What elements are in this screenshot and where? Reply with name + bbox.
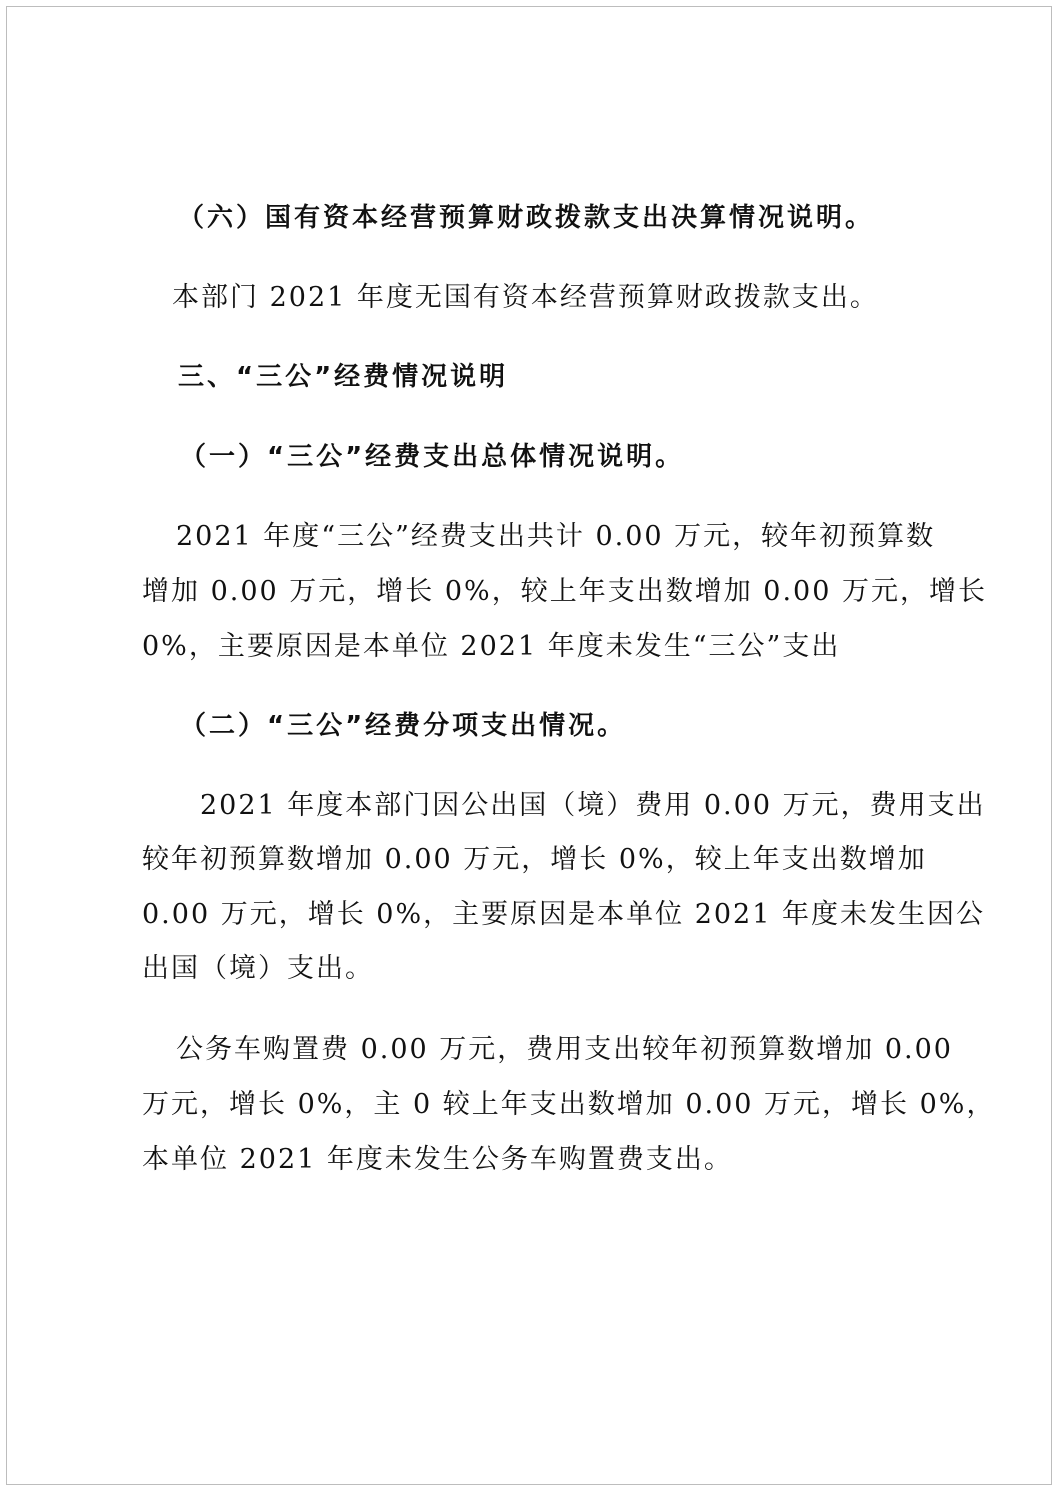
sub-1-body-line-1: 2021 年度“三公”经费支出共计 0.00 万元，较年初预算数 xyxy=(176,521,936,552)
sub-2-vehicle-line-3: 本单位 2021 年度未发生公务车购置费支出。 xyxy=(142,1144,733,1175)
sub-1-heading: （一）“三公”经费支出总体情况说明。 xyxy=(180,442,685,472)
section-6-body: 本部门 2021 年度无国有资本经营预算财政拨款支出。 xyxy=(172,282,879,313)
sub-2-abroad-line-1: 2021 年度本部门因公出国（境）费用 0.00 万元，费用支出 xyxy=(200,790,986,821)
sub-2-vehicle-line-1: 公务车购置费 0.00 万元，费用支出较年初预算数增加 0.00 xyxy=(176,1034,953,1065)
sub-1-body-line-2: 增加 0.00 万元，增长 0%，较上年支出数增加 0.00 万元，增长 xyxy=(142,576,987,607)
sub-2-vehicle-line-2: 万元，增长 0%，主 0 较上年支出数增加 0.00 万元，增长 0%， xyxy=(142,1089,996,1120)
sub-2-abroad-line-2: 较年初预算数增加 0.00 万元，增长 0%，较上年支出数增加 xyxy=(142,844,927,875)
sub-1-body-line-3: 0%，主要原因是本单位 2021 年度未发生“三公”支出 xyxy=(142,631,841,662)
sub-2-abroad-line-4: 出国（境）支出。 xyxy=(142,953,374,984)
part-3-heading: 三、“三公”经费情况说明 xyxy=(178,362,509,392)
section-6-heading: （六）国有资本经营预算财政拨款支出决算情况说明。 xyxy=(178,203,875,233)
sub-2-abroad-line-3: 0.00 万元，增长 0%，主要原因是本单位 2021 年度未发生因公 xyxy=(142,899,985,930)
sub-2-heading: （二）“三公”经费分项支出情况。 xyxy=(180,711,627,741)
